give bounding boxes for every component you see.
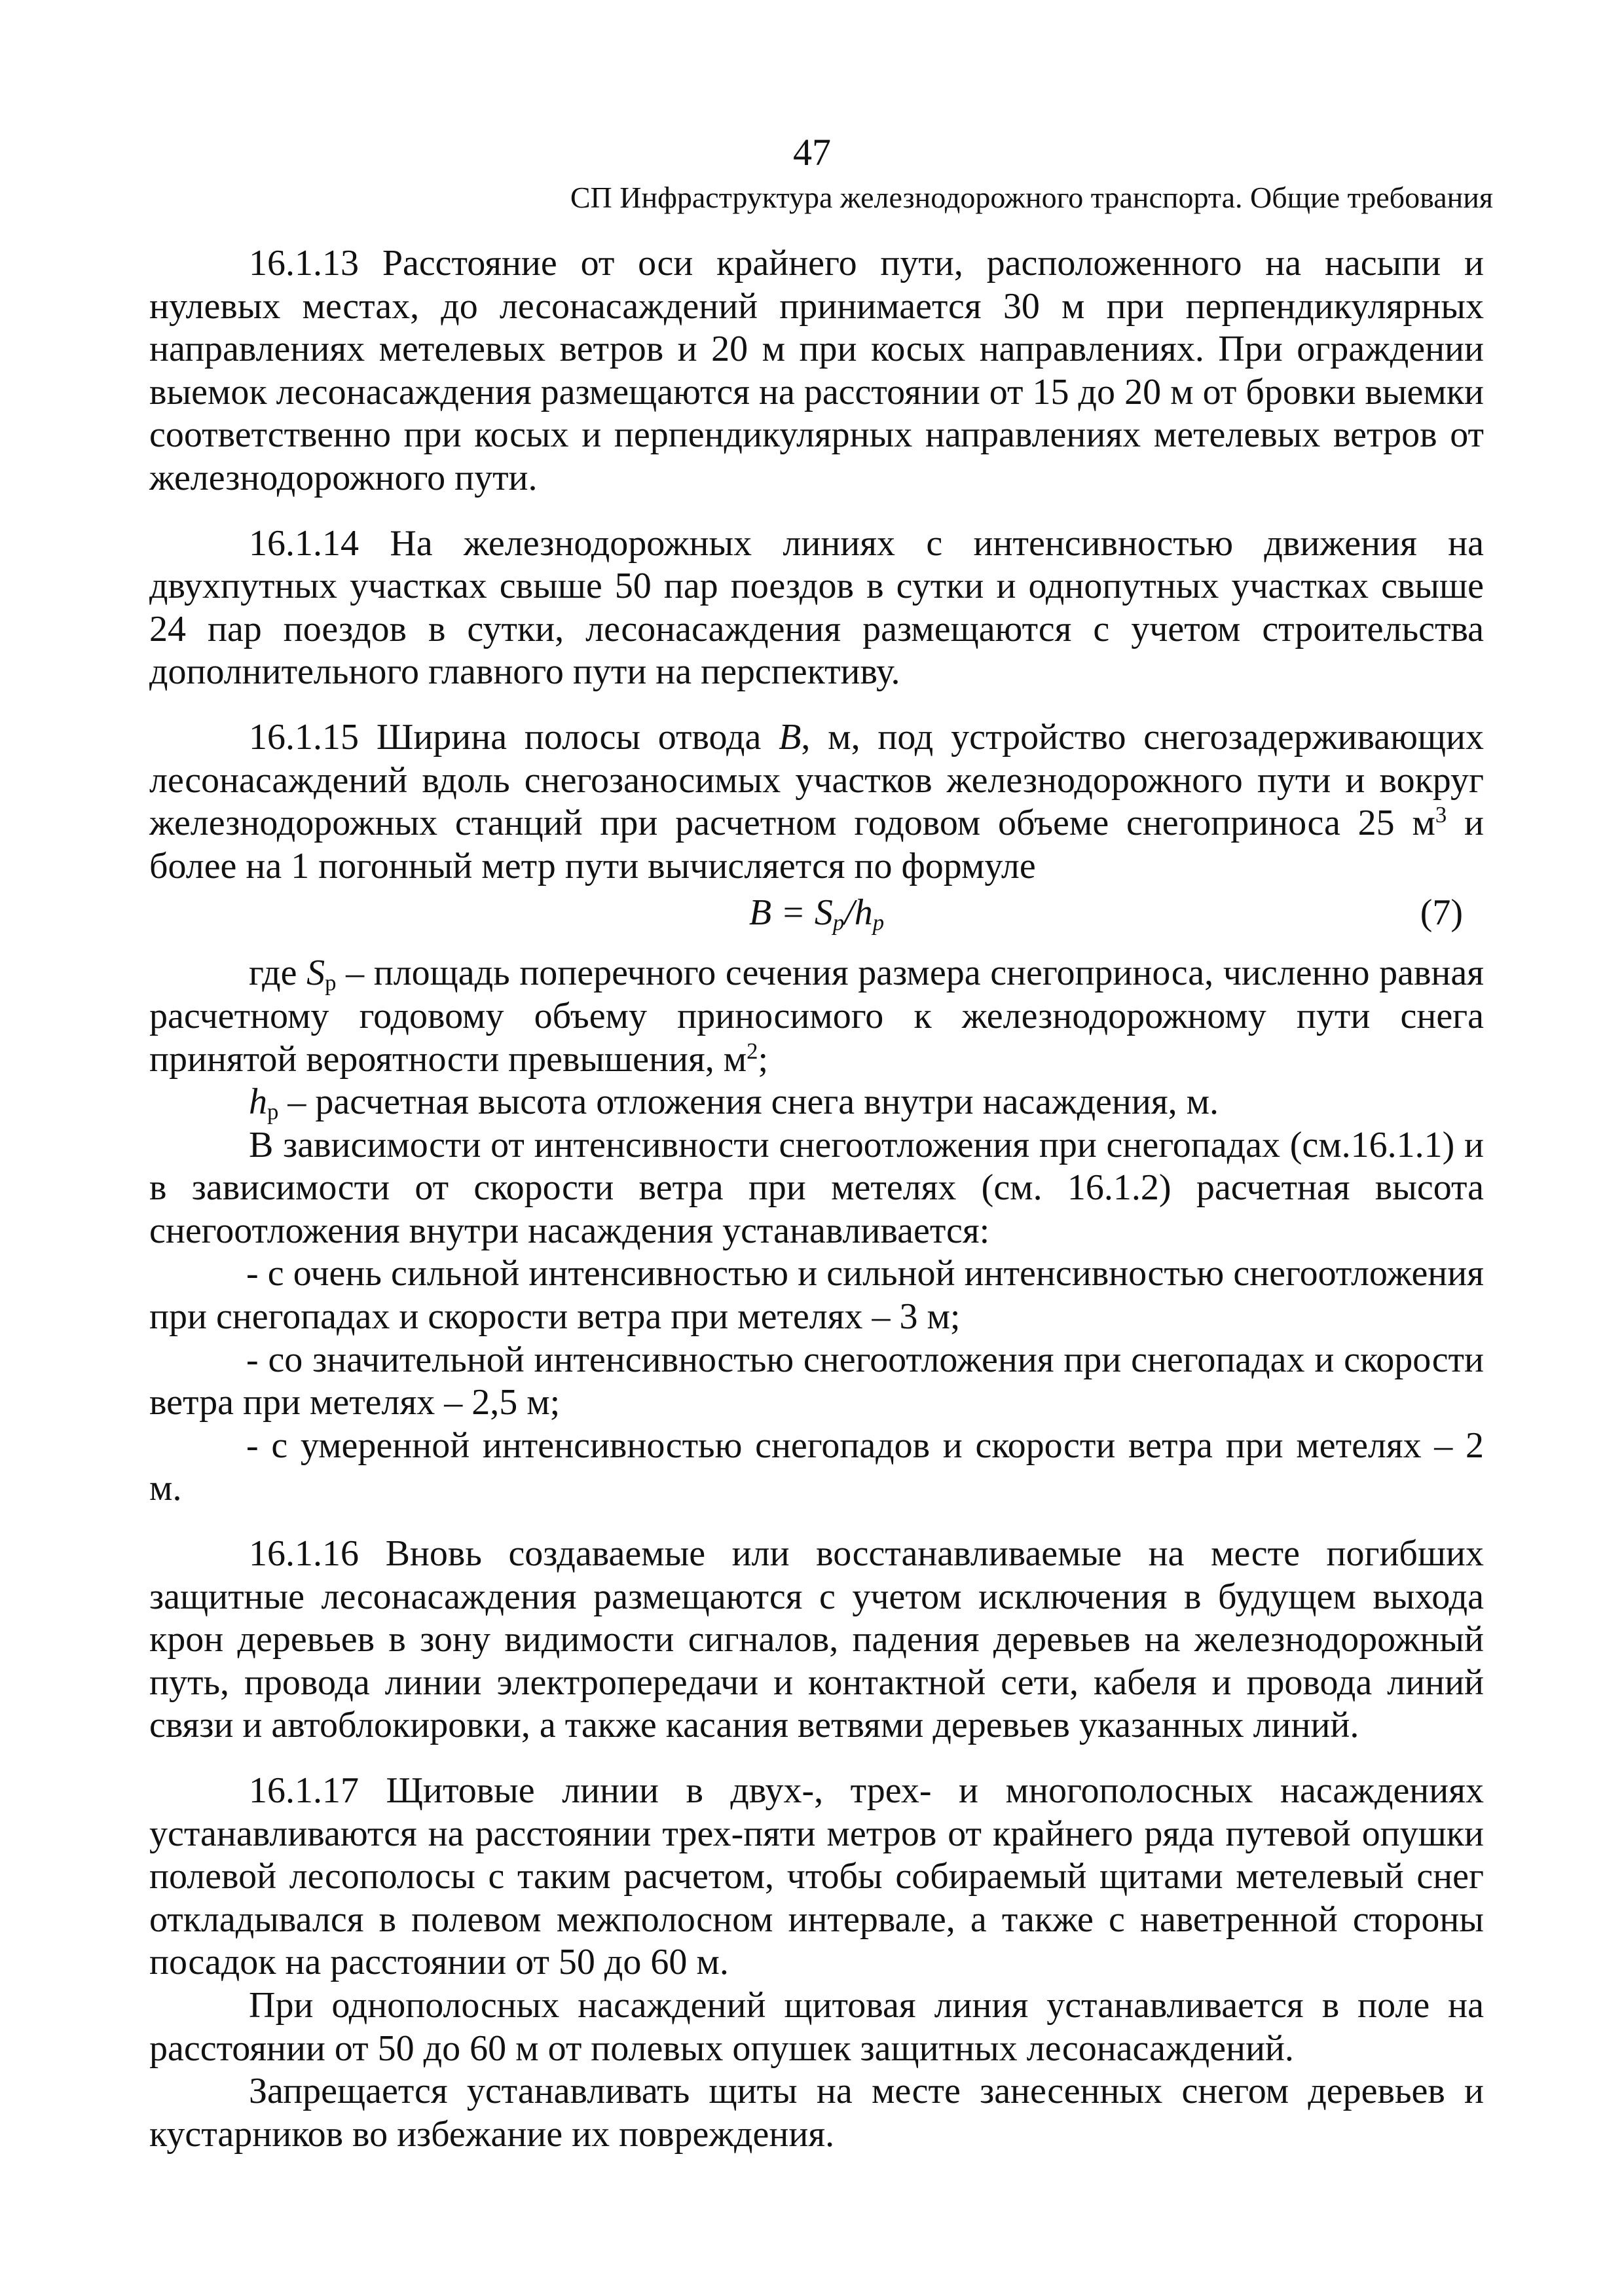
subscript: p xyxy=(267,1099,279,1125)
subscript: p xyxy=(325,970,337,996)
formula-lhs: B = S xyxy=(748,892,833,934)
text-fragment: и более на 1 погонный метр пути вычисляется по формуле xyxy=(149,803,1485,886)
paragraph-16-1-16: 16.1.16 Вновь создаваемые или восстанавливаемые на месте погибших защитные лесонасаждения размещаются с учетом исключения в будущем выхода крон деревьев в зону видимости сигналов, падения деревьев на железнодорожный путь, провода линии электропередачи и контактной сети, кабеля и провода линий связи и автоблокировки, а также касания ветвями деревьев указанных линий. xyxy=(149,1533,1484,1746)
superscript: 2 xyxy=(747,1038,758,1064)
formula-line xyxy=(149,892,1484,944)
text-fragment: – площадь поперечного сечения размера снегоприноса, численно равная расчетному годовому объему приносимого к железнодорожному пути снега принятой вероятности превышения, м xyxy=(149,953,1484,1080)
text-fragment: 16.1.15 Ширина полосы отвода xyxy=(249,716,779,757)
paragraph-16-1-13: 16.1.13 Расстояние от оси крайнего пути, расположенного на насыпи и нулевых местах, до лесонасаждений принимается 30 м при перпендикулярных направлениях метелевых ветров и 20 м при косых направлениях. При ограждении выемок лесонасаждения размещаются на расстоянии от 15 до 20 м от бровки выемки соответственно при косых и перпендикулярных направлениях метелевых ветров от железнодорожного пути. xyxy=(149,243,1484,498)
paragraph-16-1-14: 16.1.14 На железнодорожных линиях с интенсивностью движения на двухпутных участках свыше 50 пар поездов в сутки и однопутных участках свыше 24 пар поездов в сутки, лесонасаждения размещаются с учетом строительства дополнительного главного пути на перспективу. xyxy=(149,522,1484,693)
running-header: СП Инфраструктура железнодорожного транспорта. Общие требования xyxy=(570,181,1493,214)
paragraph-16-1-15 xyxy=(149,716,1484,888)
hp-definition xyxy=(149,1081,1484,1124)
paragraph-16-1-17: 16.1.17 Щитовые линии в двух-, трех- и многополосных насаждениях устанавливаются на расстоянии трех-пяти метров от крайнего ряда путевой опушки полевой лесополосы с таким расчетом, чтобы собираемый щитами метелевый снег откладывался в полевом межполосном интервале, а также с наветренной стороны посадок на расстоянии от 50 до 60 м. xyxy=(149,1770,1484,1983)
text-fragment: , м, под устройство снегозадерживающих лесонасаждений вдоль снегозаносимых участков железнодорожного пути и вокруг железнодорожных станций при расчетном годовом объеме снегоприноса 25 м xyxy=(149,716,1484,844)
paragraph-dependence: В зависимости от интенсивности снегоотложения при снегопадах (см.16.1.1) и в зависимости от скорости ветра при метелях (см. 16.1.2) расчетная высота снегоотложения внутри насаждения устанавливается: xyxy=(149,1124,1484,1251)
paragraph-forbidden: Запрещается устанавливать щиты на месте занесенных снегом деревьев и кустарников во избежание их повреждения. xyxy=(149,2071,1484,2155)
text-fragment: где xyxy=(249,953,307,994)
variable-b: B xyxy=(779,716,802,757)
page-number: 47 xyxy=(793,131,831,173)
formula-mid: /h xyxy=(844,892,873,934)
formula xyxy=(149,892,1484,935)
variable-h: h xyxy=(249,1082,267,1123)
list-item: - с умеренной интенсивностью снегопадов и скорости ветра при метелях – 2 м. xyxy=(149,1425,1484,1509)
paragraph-single-strip: При однополосных насаждений щитовая линия устанавливается в поле на расстоянии от 50 до 60 м от полевых опушек защитных лесонасаждений. xyxy=(149,1984,1484,2069)
formula-number: (7) xyxy=(1420,892,1463,934)
list-item: - со значительной интенсивностью снегоотложения при снегопадах и скорости ветра при метелях – 2,5 м; xyxy=(149,1339,1484,1423)
subscript: p xyxy=(832,909,845,936)
subscript: p xyxy=(872,909,885,936)
document-body xyxy=(149,242,1484,2156)
where-clause xyxy=(149,952,1484,1081)
superscript: 3 xyxy=(1435,802,1447,828)
list-item: - с очень сильной интенсивностью и сильной интенсивностью снегоотложения при снегопадах и скорости ветра при метелях – 3 м; xyxy=(149,1253,1484,1338)
variable-s: S xyxy=(306,953,325,994)
text-fragment: – расчетная высота отложения снега внутри насаждения, м. xyxy=(278,1082,1219,1123)
text-fragment: ; xyxy=(758,1038,769,1080)
